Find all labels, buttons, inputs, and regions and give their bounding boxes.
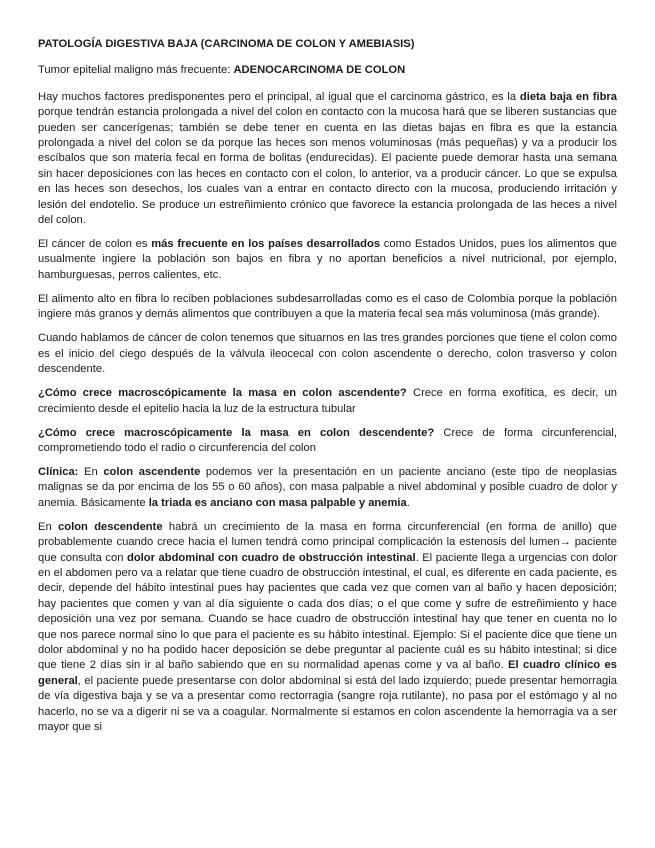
tumor-name: ADENOCARCINOMA DE COLON — [233, 64, 406, 77]
paragraph-high-fiber: El alimento alto en fibra lo reciben poblaciones subdesarrolladas como es el caso de Colombia porque la población ingiere más granos y demás alimentos que contribuyen a que la materia fecal sea más voluminosa (más grande). — [38, 292, 617, 321]
paragraph-colon-portions: Cuando hablamos de cáncer de colon tenemos que situarnos en las tres grandes porciones que tiene el colon como es el inicio del ciego después de la válvula ileocecal con colon ascendente o derecho, colon trasverso y colon descendente. — [38, 332, 617, 376]
tumor-line: Tumor epitelial maligno más frecuente: ADENOCARCINOMA DE COLON — [38, 64, 406, 77]
paragraph-descending-colon: En colon descendente habrá un crecimiento de la masa en forma circunferencial (en forma de anillo) que probablemente cuando crece hacia el lumen tendrá como principal complicación la estenosis del lumen→ paciente que consulta con dolor abdominal con cuadro de obstrucción intestinal. El paciente llega a urgencias con dolor en el abdomen pero va a relatar que tiene cuadro de obstrucción intestinal, el cual, es diferente en cada paciente, es decir, depende del hábito intestinal pues hay pacientes que cada vez que comen van al baño y hacen deposición; hay pacientes que comen y van al día siguiente o cada dos días; o el que come y sufre de estreñimiento y hace deposición una vez por semana. Cuando se hace cuadro de obstrucción intestinal hay que tener en cuenta no lo que nos parece normal sino lo que para el paciente es su hábito intestinal. Ejemplo: Si el paciente dice que tiene un dolor abdominal y no ha podido hacer deposición se debe preguntar al paciente cuál es su hábito intestinal; si dice que tiene 2 días sin ir al baño sabiendo que en su normalidad apenas come y va al baño. El cuadro clínico es general, el paciente puede presentarse con dolor abdominal si está del lado izquierdo; puede presentar hemorragia de vía digestiva baja y se va a presentar como rectorragia (sangre roja rutilante), no pasa por el estómago y al no hacerlo, no se va a digerir ni se va a coagular. Normalmente si estamos en colon ascendente la hemorragia va a ser mayor que si — [38, 520, 617, 733]
question-descending: ¿Cómo crece macroscópicamente la masa en colon descendente? Crece de forma circunferencial, comprometiendo todo el radio o circunferencia del colon — [38, 426, 617, 454]
paragraph-developed-countries: El cáncer de colon es más frecuente en los países desarrollados como Estados Unidos, pues los alimentos que usualmente ingiere la población son bajos en fibra y no aportan beneficios a nivel nutricional, por ejemplo, hamburguesas, perros calientes, etc. — [38, 238, 617, 281]
paragraph-clinica: Clínica: En colon ascendente podemos ver la presentación en un paciente anciano (este tipo de neoplasias malignas se da por encima de los 55 o 60 años), con masa palpable a nivel abdominal y posible cuadro de dolor y anemia. Básicamente la triada es anciano con masa palpable y anemia. — [38, 465, 618, 509]
question-ascending: ¿Cómo crece macroscópicamente la masa en colon ascendente? Crece en forma exofítica, es decir, un crecimiento desde el epitelio hacia la luz de la estructura tubular — [38, 387, 617, 415]
document-title: PATOLOGÍA DIGESTIVA BAJA (CARCINOMA DE COLON Y AMEBIASIS) — [38, 38, 415, 50]
paragraph-risk-factors: Hay muchos factores predisponentes pero el principal, al igual que el carcinoma gástrico, es la dieta baja en fibra porque tendrán estancia prolongada a nivel del colon en contacto con la mucosa hará que se liberen sustancias que pueden ser cancerígenas; también se debe tener en cuenta en las dietas bajas en fibra es que la estancia prolongada a nivel del colon se da porque las heces son menos voluminosas (más pequeñas) y va a producir los escíbalos que son materia fecal en forma de bolitas (endurecidas). El paciente puede demorar hasta una semana sin hacer deposiciones con las heces en contacto con el colon, lo anterior, va a producir cáncer. Lo que se expulsa en las heces son desechos, los cuales van a entrar en contacto directo con la mucosa, produciendo irritación y lesión del endotelio. Se produce un estreñimiento crónico que favorece la estancia prolongada de las heces a nivel del colon. — [38, 90, 617, 227]
